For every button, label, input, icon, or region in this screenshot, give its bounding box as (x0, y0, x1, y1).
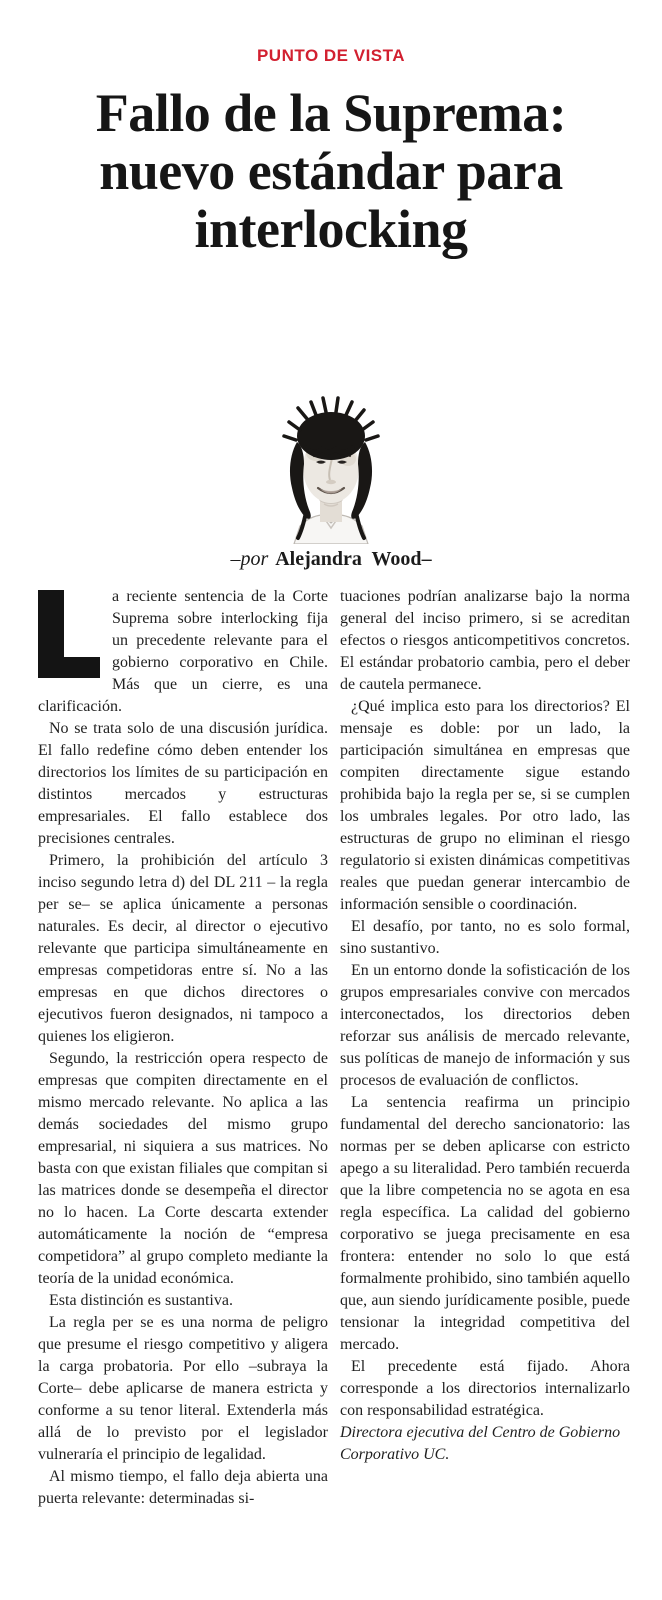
headline-line-2: nuevo estándar para (99, 141, 563, 201)
headline-line-1: Fallo de la Suprema: (95, 83, 567, 143)
author-photo (256, 392, 406, 544)
byline-suffix: – (421, 548, 432, 570)
headline-line-3: interlocking (194, 199, 468, 259)
body-paragraph: Al mismo tiempo, el fallo deja abierta una puerta relevante: determinadas si- (38, 1468, 328, 1507)
body-paragraph: El desafío, por tanto, no es solo formal, sino sustantivo. (340, 918, 630, 957)
byline (0, 548, 662, 571)
article-column-right (340, 586, 630, 1510)
body-paragraph: La sentencia reafirma un principio fundamental del derecho sancionatorio: las normas per se deben aplicarse con estricto apego a su literalidad. Pero también recuerda que la libre competencia no se agota en esa regla específica. La calidad del gobierno corporativo se juega precisamente en esa frontera: entender no solo lo que está formalmente prohibido, sino también aquello que, aun siendo jurídicamente posible, puede tensionar la integridad competitiva del mercado. (340, 1094, 630, 1353)
drop-cap-L-glyph (38, 590, 100, 678)
body-paragraph: El precedente está fijado. Ahora corresponde a los directorios internalizarlo con responsabilidad estratégica. (340, 1358, 630, 1419)
body-paragraph: Esta distinción es sustantiva. (49, 1292, 233, 1309)
body-paragraph: ¿Qué implica esto para los directorios? El mensaje es doble: por un lado, la participación simultánea en empresas que compiten directamente sigue estando prohibida bajo la regla per se, si se cumplen los umbrales legales. Por otro lado, las estructuras de grupo no eliminan el riesgo regulatorio si existen dinámicas competitivas reales que puedan generar intercambio de información sensible o coordinación. (340, 698, 630, 913)
article-column-left (38, 586, 328, 1510)
body-paragraph: No se trata solo de una discusión jurídica. El fallo redefine cómo deben entender los directorios los límites de su participación en distintos mercados y estructuras empresariales. El fallo establece dos precisiones centrales. (38, 720, 328, 847)
body-paragraph: En un entorno donde la sofisticación de los grupos empresariales convive con mercados interconectados, los directorios deben reforzar sus análisis de mercado relevante, sus políticas de manejo de información y sus procesos de evaluación de conflictos. (340, 962, 630, 1089)
author-portrait-image (256, 392, 406, 544)
byline-author: Alejandra Wood (275, 548, 422, 570)
body-paragraph: La regla per se es una norma de peligro que presume el riesgo competitivo y aligera la carga probatoria. Por ello –subraya la Corte– debe aplicarse de manera estricta y conforme a su tenor literal. Extenderla más allá de lo previsto por el legislador vulneraría el principio de legalidad. (38, 1314, 328, 1463)
section-kicker: PUNTO DE VISTA (256, 46, 406, 65)
body-paragraph (38, 586, 328, 718)
byline-prefix: –por (230, 548, 269, 570)
drop-cap-letter (38, 590, 100, 678)
paragraph-text: a reciente sentencia de la Corte Suprema sobre interlocking fija un precedente relevante para el gobierno corporativo en Chile. Más que un cierre, es una clarificación. (38, 588, 328, 715)
article-body (38, 586, 630, 1510)
body-paragraph: Segundo, la restricción opera respecto de empresas que compiten directamente en el mismo mercado relevante. No aplica a las demás sociedades del mismo grupo empresarial, ni siquiera a sus matrices. No basta con que existan filiales que compitan si las matrices donde se desempeña el director no lo hacen. La Corte descarta extender automáticamente la noción de “empresa competidora” al grupo completo mediante la teoría de la unidad económica. (38, 1050, 328, 1287)
author-signature: Directora ejecutiva del Centro de Gobierno Corporativo UC. (340, 1424, 621, 1463)
body-paragraph: Primero, la prohibición del artículo 3 inciso segundo letra d) del DL 211 – la regla per se– se aplica únicamente a personas naturales. Es decir, al director o ejecutivo relevante que participa simultáneamente en empresas competidoras entre sí. No a las empresas en que dichos directores o ejecutivos fueron designados, ni tampoco a quienes los eligieron. (38, 852, 328, 1045)
page-title (0, 84, 662, 258)
body-paragraph: tuaciones podrían analizarse bajo la norma general del inciso primero, si se acreditan efectos o riesgos anticompetitivos concretos. El estándar probatorio cambia, pero el deber de cautela permanece. (340, 588, 630, 693)
